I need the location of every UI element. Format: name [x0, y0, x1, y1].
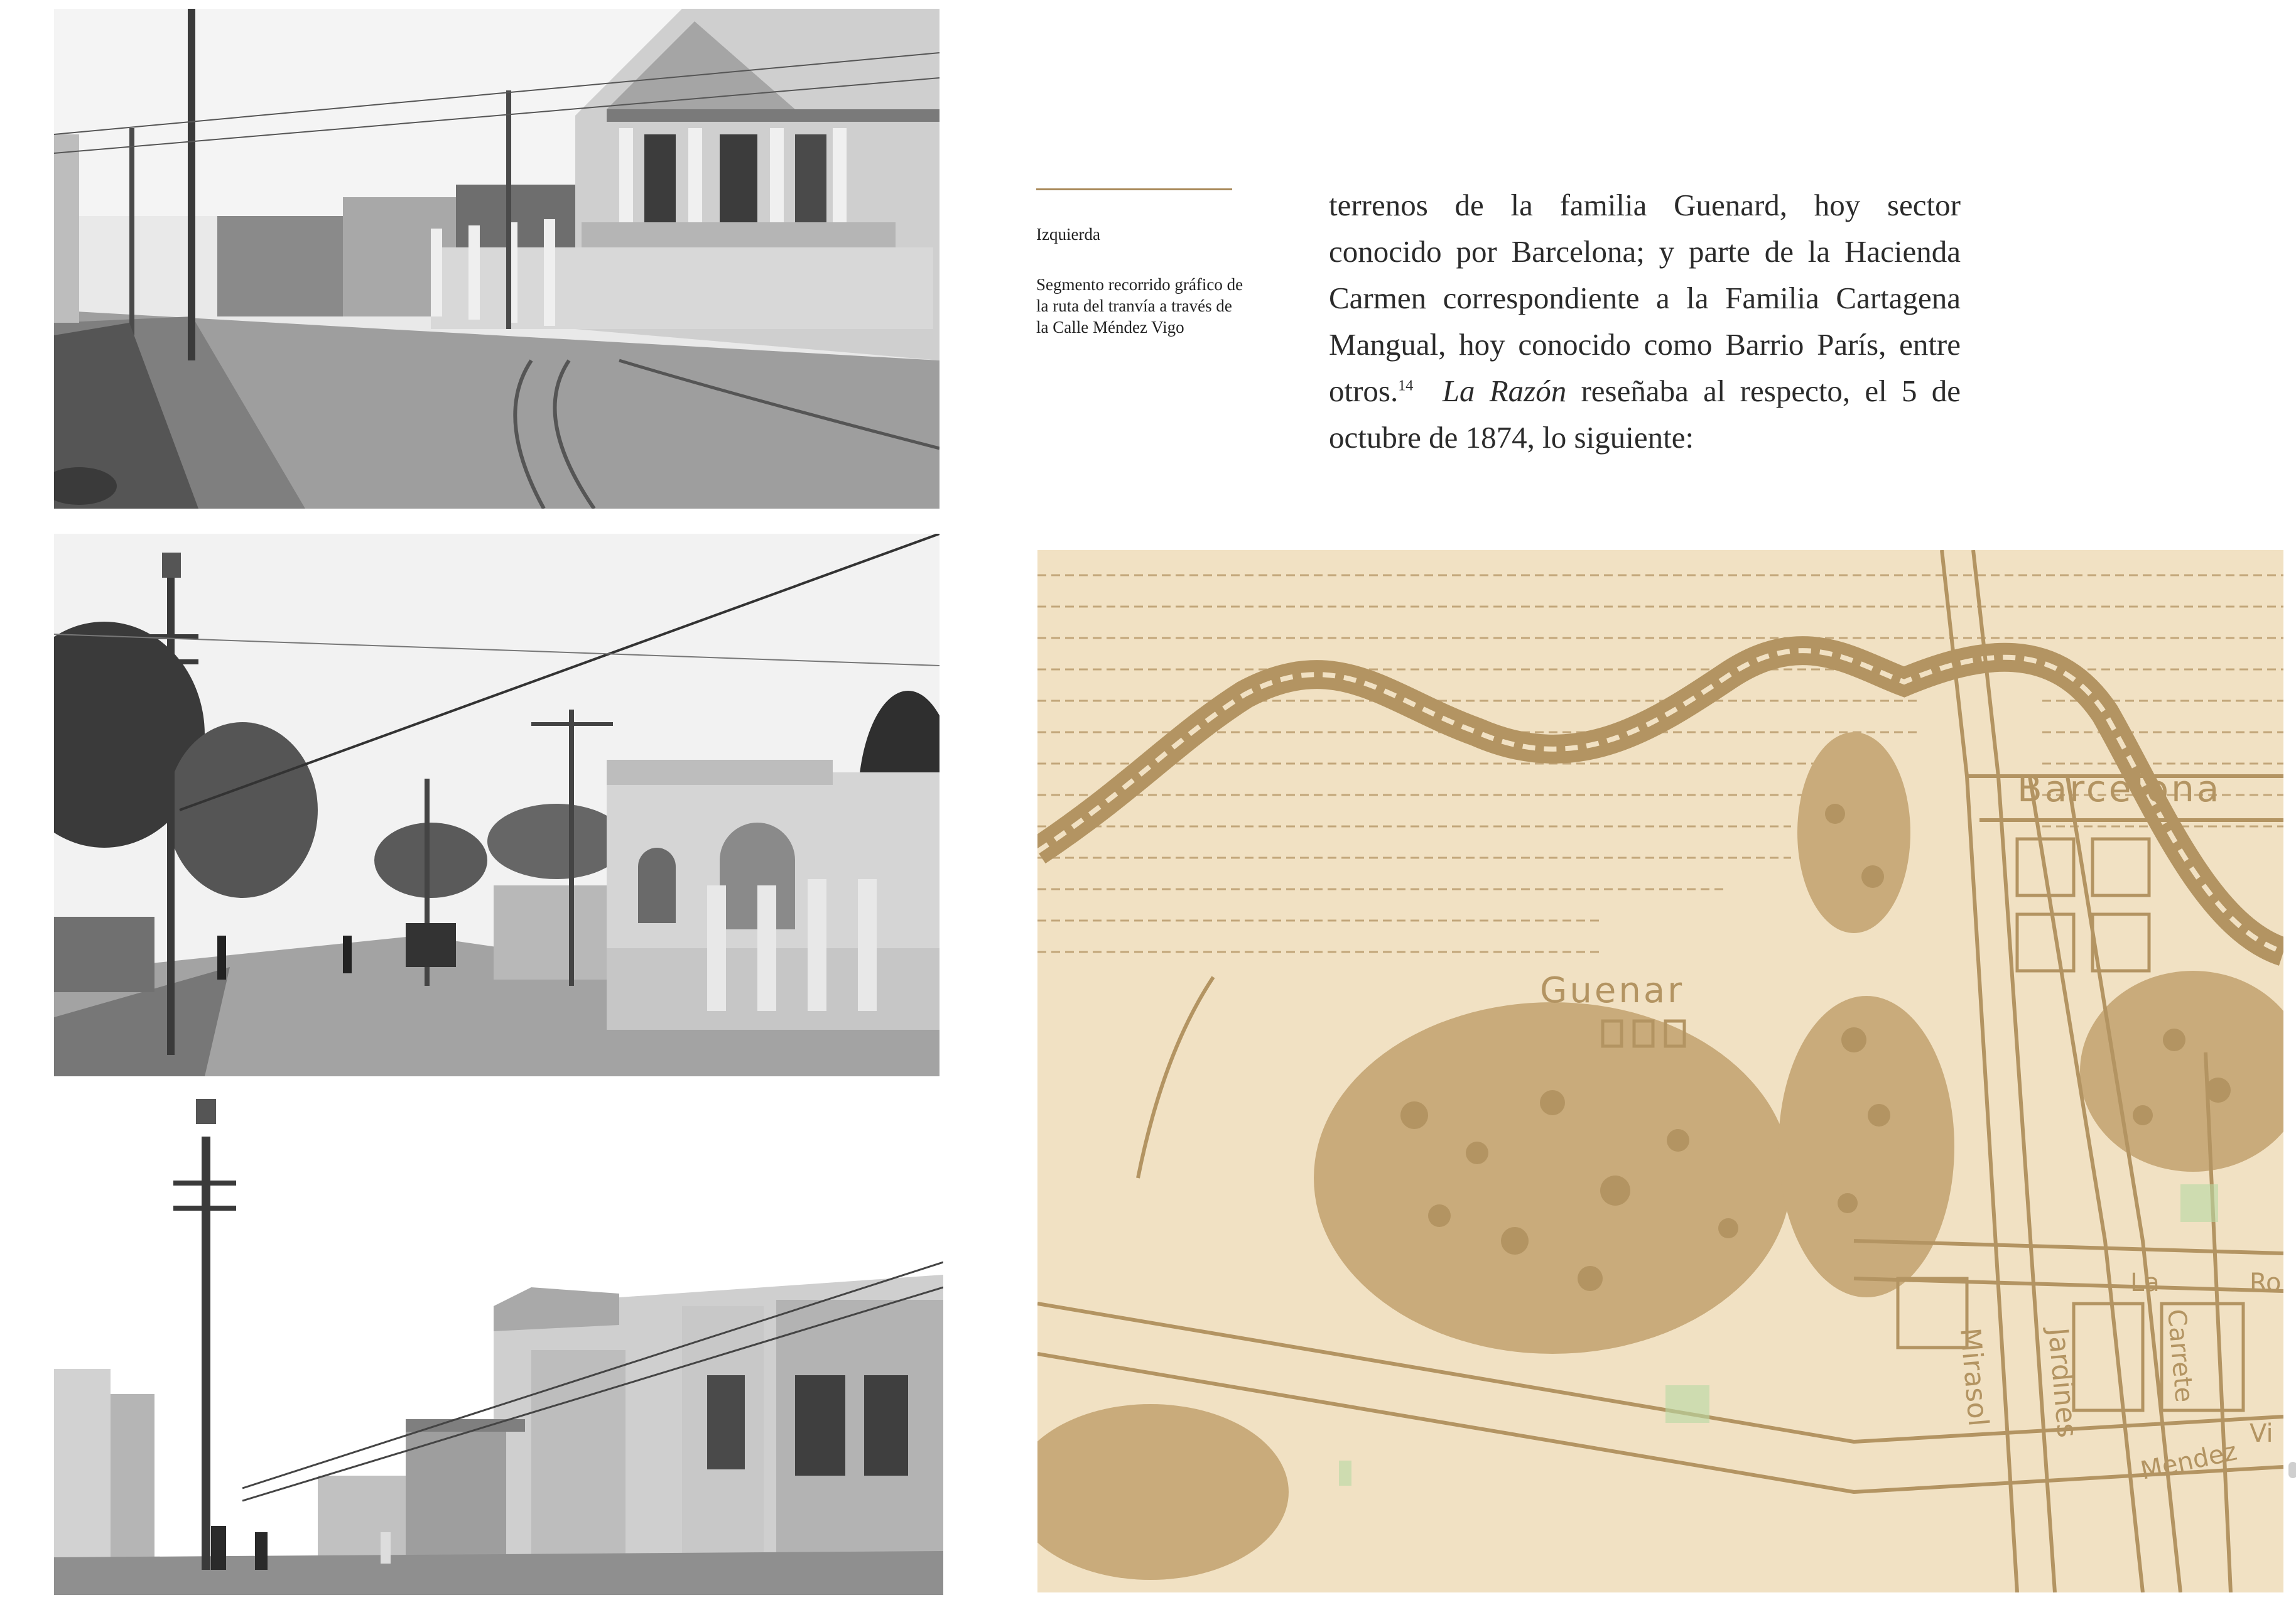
map-label-guenar: Guenar — [1540, 970, 1685, 1011]
street-photo-bottom — [54, 1099, 943, 1595]
map-label-barcelona: Barcelona — [2017, 767, 2222, 810]
street-photo-top — [54, 9, 940, 509]
newspaper-name: La Razón — [1442, 374, 1567, 408]
body-text-part2: reseñaba al respecto, el 5 de octubre de 1874, lo siguiente: — [1329, 374, 1961, 455]
body-text-part1: terrenos de la familia Guenard, hoy sector conocido por Barcelona; y parte de la Hacienda Carmen correspondiente a la Familia Cartagena Mangual, hoy conocido como Barrio París, entre otros. — [1329, 188, 1961, 408]
footnote-marker: 14 — [1398, 377, 1414, 394]
caption-rule — [1036, 188, 1232, 190]
map-label-mirasol: Mirasol — [1954, 1326, 1995, 1428]
map-label-ro: Ro — [2250, 1268, 2282, 1297]
map-label-la: La — [2130, 1268, 2160, 1297]
caption-body: Segmento recorrido gráfico de la ruta del tranvía a través de la Calle Méndez Vigo — [1036, 275, 1243, 337]
page-edge-mark — [2288, 1462, 2296, 1478]
map-label-jardines: Jardines — [2042, 1326, 2084, 1439]
map-label-carrete: Carrete — [2162, 1307, 2199, 1403]
body-paragraph — [1329, 182, 1961, 461]
caption-title: Izquierda — [1036, 225, 1100, 244]
map-label-vi: Vi — [2250, 1419, 2273, 1448]
street-photo-middle — [54, 534, 940, 1076]
historic-map — [1037, 550, 2283, 1592]
map-label-mendez: Mendez — [2138, 1437, 2240, 1486]
